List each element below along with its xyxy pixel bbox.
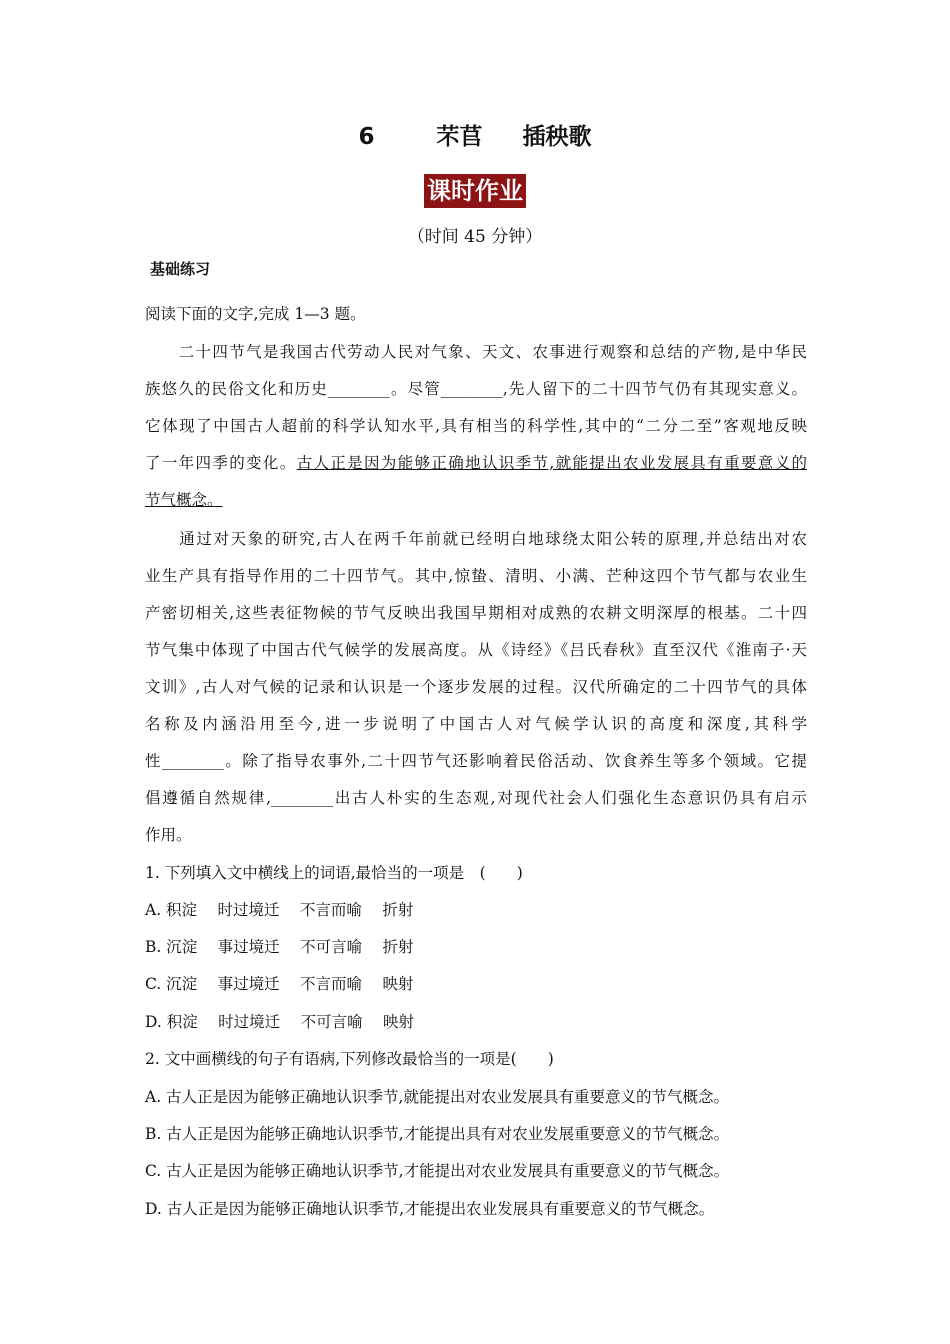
passage-line: 产密切相关,这些表征物候的节气反映出我国早期相对成熟的农耕文明深厚的根基。二十四 [145, 604, 807, 622]
question-2-option-c: C. 古人正是因为能够正确地认识季节,才能提出对农业发展具有重要意义的节气概念。 [145, 1162, 730, 1180]
question-2-option-d: D. 古人正是因为能够正确地认识季节,才能提出农业发展具有重要意义的节气概念。 [145, 1200, 715, 1218]
underlined-sentence: 古人正是因为能够正确地认识季节,就能提出农业发展具有重要意义的 [296, 454, 807, 472]
passage-line: 名称及内涵沿用至今,进一步说明了中国古人对气候学认识的高度和深度,其科学 [145, 715, 807, 733]
passage-line: 业生产具有指导作用的二十四节气。其中,惊蛰、清明、小满、芒种这四个节气都与农业生 [145, 567, 807, 585]
section-title: 基础练习 [150, 260, 211, 278]
underlined-sentence-end: 节气概念。 [145, 491, 223, 509]
page-title [0, 118, 950, 151]
passage-line: 节气集中体现了中国古代气候学的发展高度。从《诗经》《吕氏春秋》直至汉代《淮南子·天 [145, 641, 807, 659]
passage-line: 性________。除了指导农事外,二十四节气还影响着民俗活动、饮食养生等多个领域。它提 [145, 752, 807, 770]
question-1-option-c: C. 沉淀 事过境迁 不言而喻 映射 [145, 975, 414, 993]
passage-line: 二十四节气是我国古代劳动人民对气象、天文、农事进行观察和总结的产物,是中华民 [145, 343, 807, 361]
passage-line: 倡遵循自然规律,________出古人朴实的生态观,对现代社会人们强化生态意识仍具有启示 [145, 789, 807, 807]
poem-title-2: 插秧歌 [522, 124, 592, 150]
time-note: （时间 45 分钟） [407, 227, 543, 247]
lesson-number: 6 [358, 124, 375, 150]
passage-text: 了一年四季的变化。 [145, 454, 297, 472]
poem-title-1: 芣苢 [436, 124, 483, 150]
question-2-stem: 2. 文中画横线的句子有语病,下列修改最恰当的一项是( ) [145, 1050, 554, 1068]
question-1-stem: 1. 下列填入文中横线上的词语,最恰当的一项是 ( ) [145, 864, 523, 882]
homework-badge: 课时作业 [424, 174, 526, 208]
passage-line: 通过对天象的研究,古人在两千年前就已经明白地球绕太阳公转的原理,并总结出对农 [145, 530, 807, 548]
question-1-option-a: A. 积淀 时过境迁 不言而喻 折射 [145, 901, 414, 919]
passage-line: 族悠久的民俗文化和历史________。尽管________,先人留下的二十四节气仍有其现实意义。 [145, 380, 807, 398]
passage-line: 作用。 [145, 826, 192, 844]
question-2-option-a: A. 古人正是因为能够正确地认识季节,就能提出对农业发展具有重要意义的节气概念。 [145, 1088, 729, 1106]
badge-container [0, 174, 950, 208]
instruction: 阅读下面的文字,完成 1—3 题。 [145, 305, 366, 323]
passage-line: 文训》,古人对气候的记录和认识是一个逐步发展的过程。汉代所确定的二十四节气的具体 [145, 678, 807, 696]
question-2-option-b: B. 古人正是因为能够正确地认识季节,才能提出具有对农业发展重要意义的节气概念。 [145, 1125, 730, 1143]
question-1-option-b: B. 沉淀 事过境迁 不可言喻 折射 [145, 938, 414, 956]
passage-line-with-underline [145, 453, 807, 473]
question-1-option-d: D. 积淀 时过境迁 不可言喻 映射 [145, 1013, 415, 1031]
passage-line: 它体现了中国古人超前的科学认知水平,具有相当的科学性,其中的“二分二至”客观地反映 [145, 417, 807, 435]
